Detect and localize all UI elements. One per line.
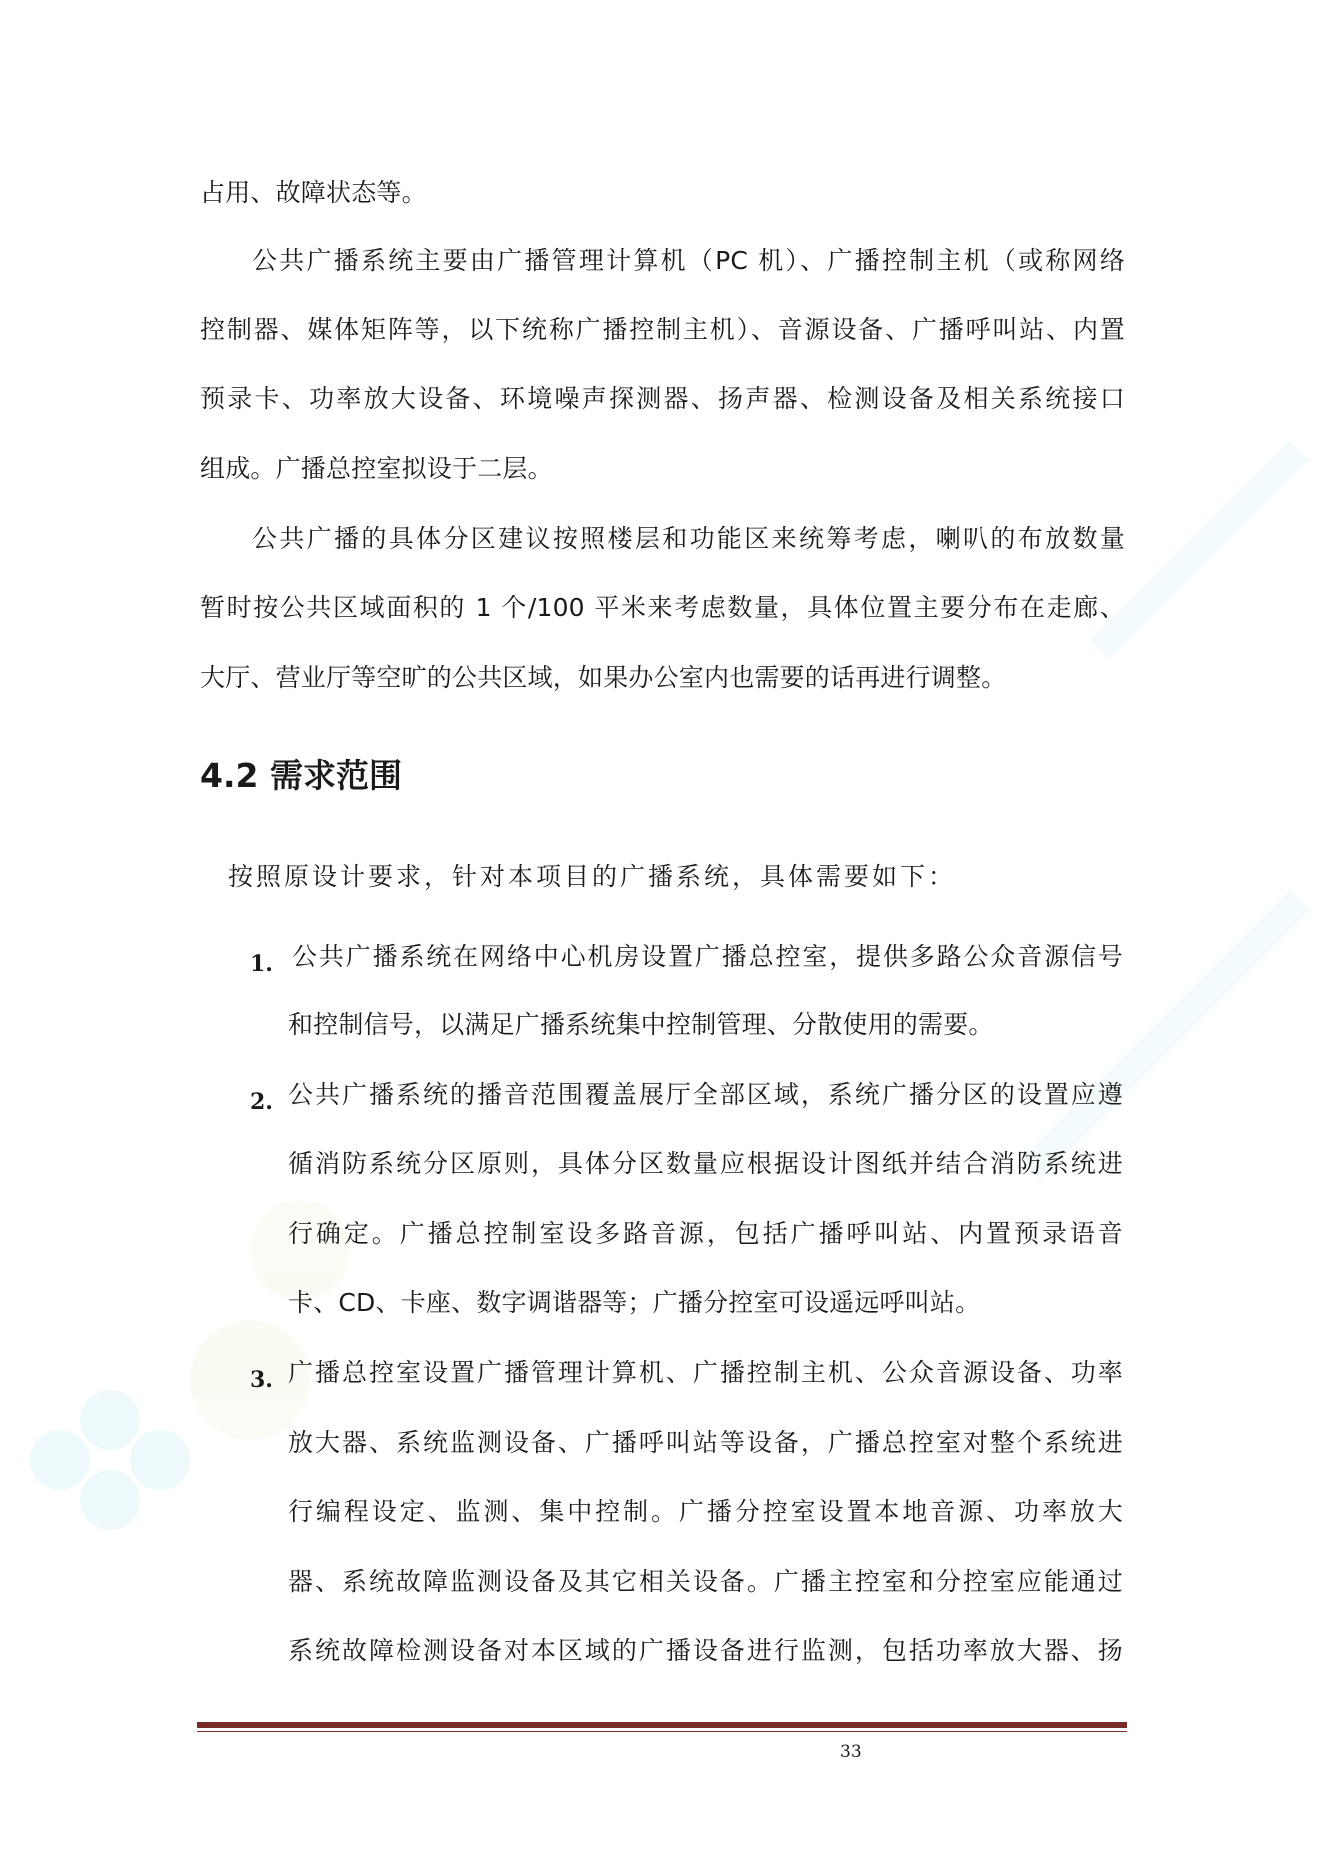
list-item-1-line-1: 公共广播系统在网络中心机房设置广播总控室，提供多路公众音源信号 xyxy=(292,942,1123,971)
list-item-3-line-5: 系统故障检测设备对本区域的广播设备进行监测，包括功率放大器、扬 xyxy=(288,1636,1123,1665)
paragraph-2-line-3: 大厅、营业厅等空旷的公共区域，如果办公室内也需要的话再进行调整。 xyxy=(200,663,1007,692)
list-item-3-line-1: 广播总控室设置广播管理计算机、广播控制主机、公众音源设备、功率 xyxy=(288,1358,1123,1387)
paragraph-1-line-4: 组成。广播总控室拟设于二层。 xyxy=(200,454,553,483)
list-item-1-line-2: 和控制信号，以满足广播系统集中控制管理、分散使用的需要。 xyxy=(288,1010,994,1039)
list-item-3-line-4: 器、系统故障监测设备及其它相关设备。广播主控室和分控室应能通过 xyxy=(288,1567,1123,1596)
footer-rule-thin xyxy=(197,1731,1127,1732)
list-item-2-line-2: 循消防系统分区原则，具体分区数量应根据设计图纸并结合消防系统进 xyxy=(288,1149,1123,1178)
page-number: 33 xyxy=(840,1742,862,1762)
paragraph-1-line-3: 预录卡、功率放大设备、环境噪声探测器、扬声器、检测设备及相关系统接口 xyxy=(200,384,1125,413)
paragraph-2-line-2: 暂时按公共区域面积的 1 个/100 平米来考虑数量，具体位置主要分布在走廊、 xyxy=(200,593,1125,622)
list-item-number: 3. xyxy=(250,1367,273,1393)
list-item-3-line-2: 放大器、系统监测设备、广播呼叫站等设备，广播总控室对整个系统进 xyxy=(288,1428,1123,1457)
paragraph-1-line-1: 公共广播系统主要由广播管理计算机（PC 机）、广播控制主机（或称网络 xyxy=(252,246,1125,275)
paragraph-2-line-1: 公共广播的具体分区建议按照楼层和功能区来统筹考虑，喇叭的布放数量 xyxy=(252,524,1125,553)
paragraph-1-line-2: 控制器、媒体矩阵等，以下统称广播控制主机）、音源设备、广播呼叫站、内置 xyxy=(200,315,1125,344)
list-item-2-line-4: 卡、CD、卡座、数字调谐器等；广播分控室可设遥远呼叫站。 xyxy=(288,1288,981,1317)
list-item-3-line-3: 行编程设定、监测、集中控制。广播分控室设置本地音源、功率放大 xyxy=(288,1497,1123,1526)
section-heading: 4.2 需求范围 xyxy=(200,756,402,795)
list-item-number: 1. xyxy=(250,951,273,977)
list-item-number: 2. xyxy=(250,1089,273,1115)
list-item-2-line-1: 公共广播系统的播音范围覆盖展厅全部区域，系统广播分区的设置应遵 xyxy=(288,1080,1123,1109)
list-item-2-line-3: 行确定。广播总控制室设多路音源，包括广播呼叫站、内置预录语音 xyxy=(288,1219,1123,1248)
section-intro: 按照原设计要求，针对本项目的广播系统，具体需要如下： xyxy=(228,862,957,891)
paragraph-continued-line: 占用、故障状态等。 xyxy=(200,178,427,207)
footer-rule xyxy=(197,1722,1127,1728)
